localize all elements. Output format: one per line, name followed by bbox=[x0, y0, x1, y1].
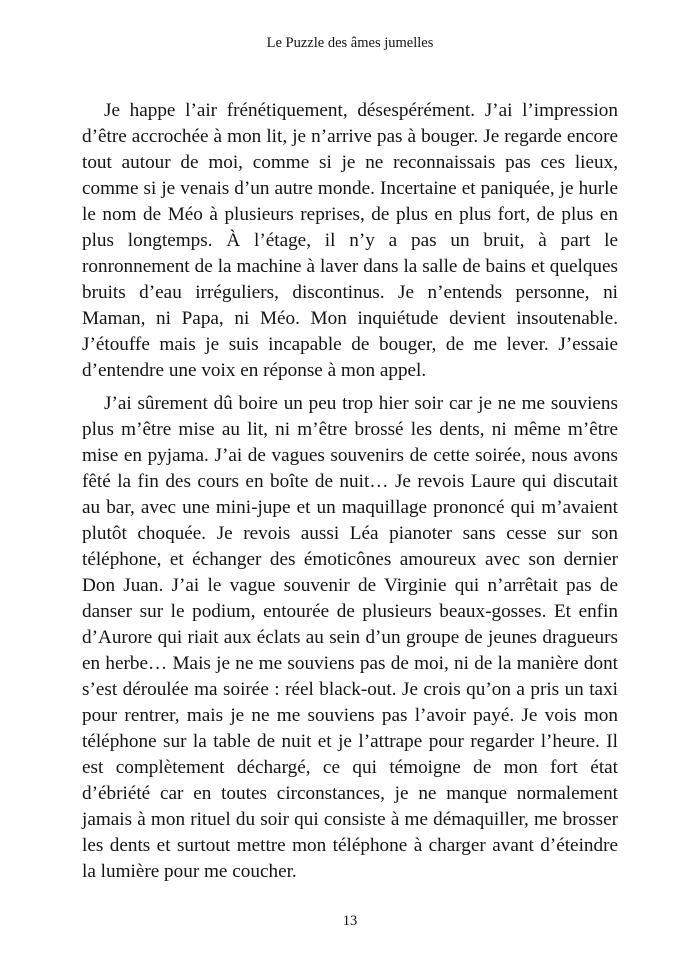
paragraph-2: J’ai sûrement dû boire un peu trop hier soir car je ne me souviens plus m’être mise au lit, ni m’être brossé les dents, ni même m’être mise en pyjama. J’ai de vagues souvenirs de cette soirée, nous avons fêté la fin des cours en boîte de nuit… Je revois Laure qui discutait au bar, avec une mini-jupe et un maquillage prononcé qui m’avaient plutôt choquée. Je revois aussi Léa pianoter sans cesse sur son téléphone, et échanger des émoticônes amoureux avec son dernier Don Juan. J’ai le vague souvenir de Virginie qui n’arrêtait pas de danser sur le podium, entourée de plusieurs beaux-gosses. Et enfin d’Aurore qui riait aux éclats au sein d’un groupe de jeunes dragueurs en herbe… Mais je ne me souviens pas de moi, ni de la manière dont s’est déroulée ma soirée : réel black-out. Je crois qu’on a pris un taxi pour rentrer, mais je ne me souviens pas l’avoir payé. Je vois mon téléphone sur la table de nuit et je l’attrape pour regarder l’heure. Il est complètement déchargé, ce qui témoigne de mon fort état d’ébriété car en toutes circonstances, je ne manque normalement jamais à mon rituel du soir qui consiste à me démaquiller, me brosser les dents et surtout mettre mon téléphone à charger avant d’éteindre la lumière pour me coucher. bbox=[82, 393, 618, 882]
page-number: 13 bbox=[342, 913, 358, 929]
running-header-title: Le Puzzle des âmes jumelles bbox=[266, 35, 434, 51]
body-text bbox=[82, 98, 618, 885]
paragraph-1: Je happe l’air frénétiquement, désespérément. J’ai l’impression d’être accrochée à mon lit, je n’arrive pas à bouger. Je regarde encore tout autour de moi, comme si je ne reconnaissais pas ces lieux, comme si je venais d’un autre monde. Incertaine et paniquée, je hurle le nom de Méo à plusieurs reprises, de plus en plus fort, de plus en plus longtemps. À l’étage, il n’y a pas un bruit, à part le ronronnement de la machine à laver dans la salle de bains et quelques bruits d’eau irréguliers, discontinus. Je n’entends personne, ni Maman, ni Papa, ni Méo. Mon inquiétude devient insoutenable. J’étouffe mais je suis incapable de bouger, de me lever. J’essaie d’entendre une voix en réponse à mon appel. bbox=[82, 100, 618, 381]
